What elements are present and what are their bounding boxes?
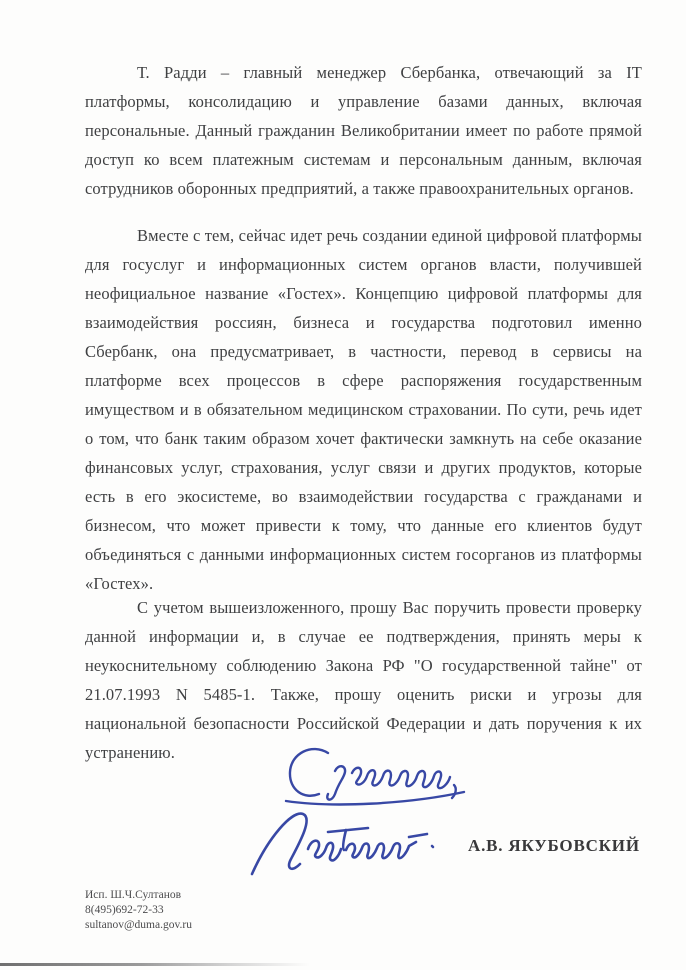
- handwritten-signature: [246, 804, 451, 879]
- paragraph-1: Т. Радди – главный менеджер Сбербанка, отвечающий за IT платформы, консолидацию и управление базами данных, включая персональные. Данный гражданин Великобритании имеет по работе прямой доступ ко всем платежным системам и персональным данным, включая сотрудников оборонных предприятий, а также правоохранительных органов.: [85, 63, 642, 198]
- signatory-name: А.В. ЯКУБОВСКИЙ: [468, 836, 640, 855]
- executor-phone: 8(495)692-72-33: [85, 904, 164, 916]
- executor-name: Исп. Ш.Ч.Султанов: [85, 889, 182, 901]
- executor-email: sultanov@duma.gov.ru: [85, 919, 192, 931]
- handwritten-closing-icon: [278, 744, 473, 808]
- paragraph-3: С учетом вышеизложенного, прошу Вас поручить провести проверку данной информации и, в случае ее подтверждения, принять меры к неукоснительному соблюдению Закона РФ "О государственной тайне" от 21.07.1993 N 5485-1. Также, прошу оценить риски и угрозы для национальной безопасности Российской Федерации и дать поручения к их устранению.: [85, 598, 642, 762]
- handwritten-closing: [278, 744, 473, 808]
- scan-edge-artifact: [0, 963, 310, 966]
- signature-icon: [246, 804, 451, 879]
- executor-block: [85, 888, 192, 933]
- paragraph-2: Вместе с тем, сейчас идет речь создании единой цифровой платформы для госуслуг и информационных систем органов власти, получившей неофициальное название «Гостех». Концепцию цифровой платформы для взаимодействия россиян, бизнеса и государства подготовил именно Сбербанк, она предусматривает, в частности, перевод в сервисы на платформе всех процессов в сфере распоряжения государственным имуществом и в обязательном медицинском страховании. По сути, речь идет о том, что банк таким образом хочет фактически замкнуть на себе оказание финансовых услуг, страхования, услуг связи и других продуктов, которые есть в его экосистеме, во взаимодействии государства с гражданами и бизнесом, что может привести к тому, что данные его клиентов будут объединяться с данными информационных систем госорганов из платформы «Гостех».: [85, 226, 642, 593]
